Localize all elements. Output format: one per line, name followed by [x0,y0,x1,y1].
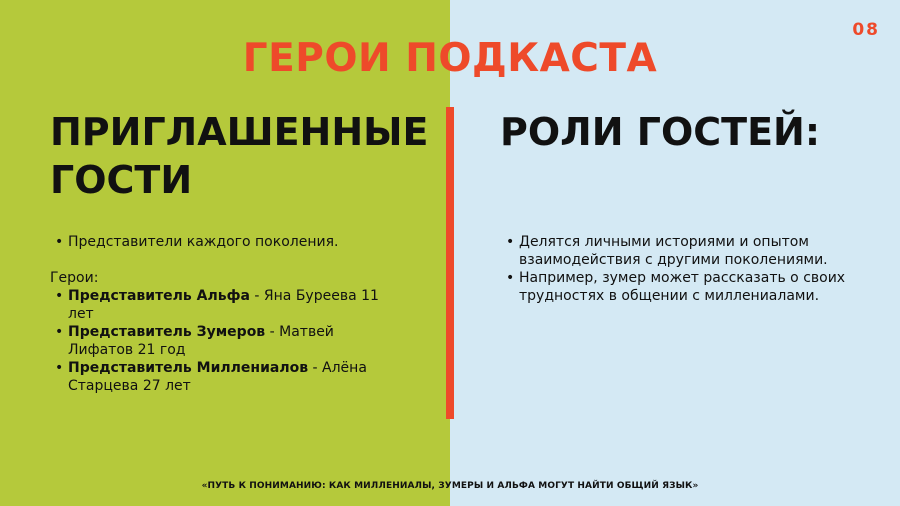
footer-caption: «ПУТЬ К ПОНИМАНИЮ: КАК МИЛЛЕНИАЛЫ, ЗУМЕРЫ И АЛЬФА МОГУТ НАЙТИ ОБЩИЙ ЯЗЫК» [201,481,699,491]
hero-item-alpha [50,287,390,323]
hero-role: Представитель Миллениалов [68,360,309,376]
hero-role: Представитель Зумеров [68,324,266,340]
hero-role: Представитель Альфа [68,288,250,304]
hero-detail: - Яна Буреева 11 лет [68,288,379,322]
hero-item-millennial [50,359,390,395]
page-number: 08 [852,20,880,40]
hero-item-zoomer [50,323,390,359]
hero-detail: - Матвей Лифатов 21 год [68,324,334,358]
right-heading: РОЛИ ГОСТЕЙ: [500,110,821,154]
role-bullet-2: • Например, зумер может рассказать о своих трудностях в общении с миллениалами. [501,269,871,305]
left-heading-line1: ПРИГЛАШЕННЫЕ [50,110,429,154]
role-bullet-1: • Делятся личными историями и опытом взаимодействия с другими поколениями. [501,233,871,269]
heroes-label: Герои: [50,270,99,286]
left-heading [50,108,430,204]
left-content [50,233,390,395]
left-heading-line2: ГОСТИ [50,158,193,202]
right-content [501,233,871,305]
slide-title: ГЕРОИ ПОДКАСТА [242,36,658,81]
hero-detail: - Алёна Старцева 27 лет [68,360,367,394]
vertical-divider [446,107,454,419]
intro-bullet: • Представители каждого поколения. [50,233,390,251]
